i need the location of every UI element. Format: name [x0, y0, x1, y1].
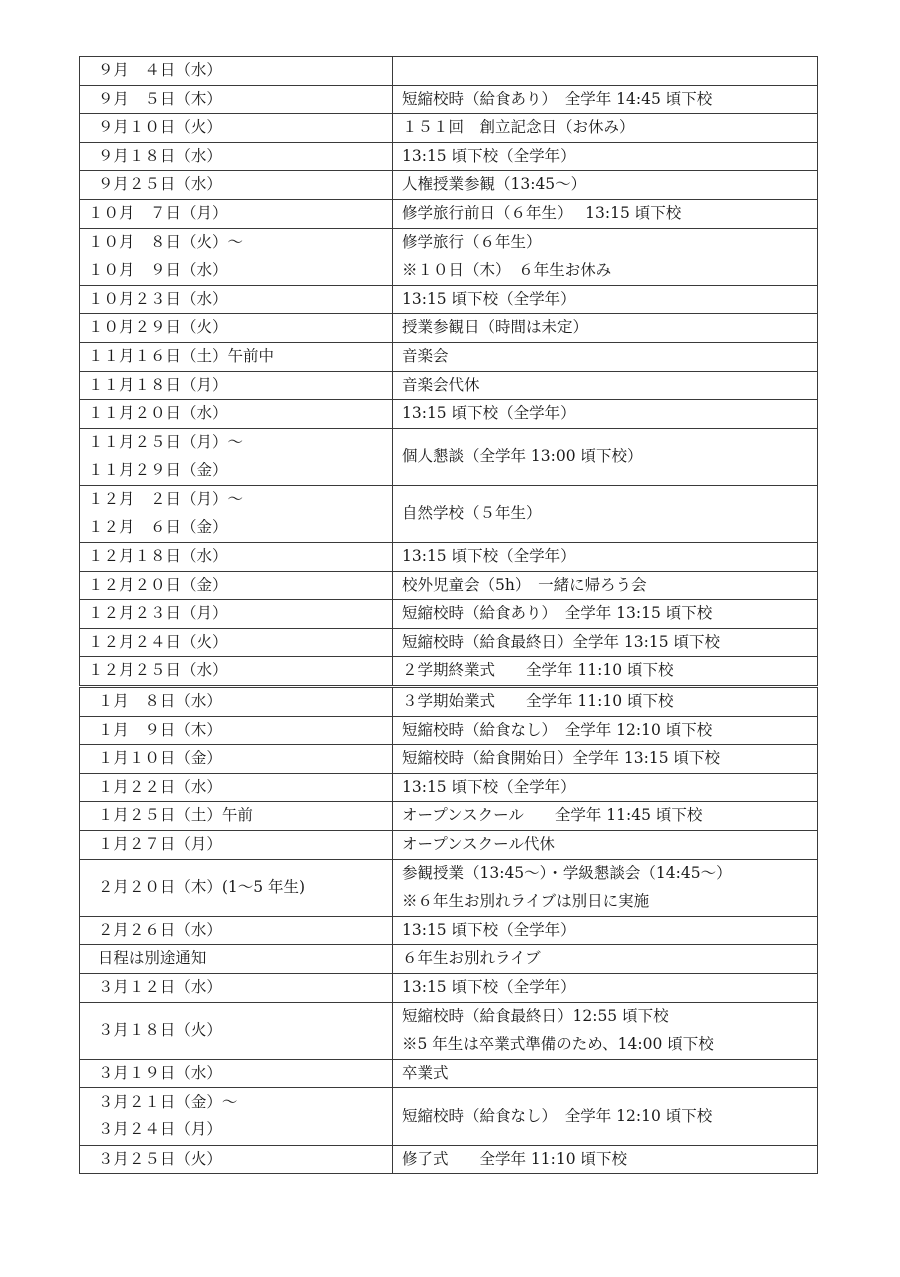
table-row [80, 1002, 818, 1059]
date-cell [80, 85, 393, 114]
event-cell [393, 687, 818, 717]
date-text: １１月２０日（水） [88, 404, 228, 423]
date-text: １月 ９日（木） [88, 720, 222, 739]
date-text: ９月１８日（水） [88, 146, 222, 165]
table-row [80, 199, 818, 228]
table-row [80, 916, 818, 945]
event-cell [393, 371, 818, 400]
date-cell [80, 945, 393, 974]
schedule-body [80, 57, 818, 1174]
table-row [80, 687, 818, 717]
event-text: 参観授業（13:45～）・学級懇談会（14:45～） [402, 864, 732, 883]
event-cell [393, 945, 818, 974]
event-text: ※６年生お別れライブは別日に実施 [402, 891, 650, 910]
event-cell [393, 1002, 818, 1059]
date-text: １２月２３日（月） [88, 604, 228, 623]
event-cell [393, 543, 818, 572]
event-cell [393, 974, 818, 1003]
date-cell [80, 916, 393, 945]
event-text: 短縮校時（給食なし） 全学年 12:10 頃下校 [402, 1106, 713, 1125]
event-text: 13:15 頃下校（全学年） [402, 289, 576, 308]
event-text: 修了式 全学年 11:10 頃下校 [402, 1149, 628, 1168]
date-cell [80, 716, 393, 745]
event-text: ３学期始業式 全学年 11:10 頃下校 [402, 692, 674, 711]
event-text: 13:15 頃下校（全学年） [402, 920, 576, 939]
date-text: １月２７日（月） [88, 835, 222, 854]
date-text: ３月２５日（火） [88, 1149, 222, 1168]
event-cell [393, 314, 818, 343]
date-cell [80, 1002, 393, 1059]
event-cell [393, 1088, 818, 1145]
date-text: １２月 ６日（金） [88, 518, 228, 536]
event-text: 自然学校（５年生） [402, 504, 542, 523]
event-text: ２学期終業式 全学年 11:10 頃下校 [402, 661, 674, 680]
event-text: 短縮校時（給食あり） 全学年 14:45 頃下校 [402, 89, 713, 108]
event-cell [393, 285, 818, 314]
table-row [80, 314, 818, 343]
table-row [80, 1059, 818, 1088]
date-text: ９月 ４日（水） [88, 61, 222, 79]
date-cell [80, 285, 393, 314]
table-row [80, 228, 818, 285]
event-cell [393, 114, 818, 143]
date-text: １１月２５日（月）～ [88, 433, 244, 452]
date-cell [80, 773, 393, 802]
event-text: オープンスクール 全学年 11:45 頃下校 [402, 806, 703, 825]
event-cell [393, 571, 818, 600]
event-text: 音楽会 [402, 346, 449, 365]
table-row [80, 342, 818, 371]
date-cell [80, 485, 393, 542]
date-text: １０月２９日（火） [88, 318, 228, 337]
date-text: １０月２３日（水） [88, 289, 228, 308]
date-text: ９月 ５日（木） [88, 89, 222, 108]
table-row [80, 57, 818, 86]
date-cell [80, 142, 393, 171]
table-row [80, 485, 818, 542]
table-row [80, 945, 818, 974]
date-text: ９月１０日（火） [88, 118, 222, 137]
date-cell [80, 628, 393, 657]
event-text: 13:15 頃下校（全学年） [402, 777, 576, 796]
event-text: ６年生お別れライブ [402, 949, 541, 968]
event-text: 授業参観日（時間は未定） [402, 318, 589, 337]
event-text: 音楽会代休 [402, 375, 480, 394]
date-cell [80, 1088, 393, 1145]
table-row [80, 657, 818, 687]
date-text: １月２５日（土）午前 [88, 806, 253, 825]
table-row [80, 285, 818, 314]
date-text: １１月１６日（土）午前中 [88, 346, 275, 365]
event-text: 13:15 頃下校（全学年） [402, 547, 576, 566]
date-cell [80, 859, 393, 916]
date-text: １２月２０日（金） [88, 575, 228, 594]
event-text: 13:15 頃下校（全学年） [402, 978, 576, 996]
event-cell [393, 142, 818, 171]
date-cell [80, 745, 393, 774]
table-row [80, 171, 818, 200]
date-text: ３月２４日（月） [88, 1120, 222, 1139]
date-cell [80, 571, 393, 600]
table-row [80, 974, 818, 1003]
event-cell [393, 600, 818, 629]
date-cell [80, 1059, 393, 1088]
event-cell [393, 199, 818, 228]
table-row [80, 85, 818, 114]
date-text: １２月１８日（水） [88, 547, 228, 566]
date-cell [80, 600, 393, 629]
event-text: 短縮校時（給食最終日）全学年 13:15 頃下校 [402, 632, 721, 651]
event-cell [393, 1145, 818, 1174]
date-cell [80, 228, 393, 285]
date-cell [80, 171, 393, 200]
date-text: ９月２５日（水） [88, 175, 222, 194]
date-text: １２月 ２日（月）～ [88, 490, 244, 509]
event-cell [393, 628, 818, 657]
event-cell [393, 859, 818, 916]
date-text: 日程は別途通知 [88, 949, 207, 968]
date-text: １月２２日（水） [88, 777, 222, 796]
date-cell [80, 657, 393, 687]
date-text: １１月２９日（金） [88, 460, 228, 479]
date-text: ３月１８日（火） [88, 1020, 222, 1039]
date-cell [80, 57, 393, 86]
date-cell [80, 831, 393, 860]
event-text: 卒業式 [402, 1063, 449, 1082]
event-cell [393, 1059, 818, 1088]
event-text: 短縮校時（給食最終日）12:55 頃下校 [402, 1007, 669, 1026]
event-cell [393, 485, 818, 542]
date-text: １月１０日（金） [88, 749, 222, 768]
event-cell [393, 745, 818, 774]
date-text: １０月 ９日（水） [88, 260, 228, 279]
event-cell [393, 400, 818, 429]
table-row [80, 543, 818, 572]
event-text [402, 57, 817, 85]
date-text: １１月１８日（月） [88, 375, 228, 394]
event-text: 短縮校時（給食なし） 全学年 12:10 頃下校 [402, 720, 713, 739]
table-row [80, 400, 818, 429]
date-cell [80, 974, 393, 1003]
table-row [80, 628, 818, 657]
event-cell [393, 342, 818, 371]
event-text: 個人懇談（全学年 13:00 頃下校） [402, 447, 643, 466]
event-text: ※１０日（木） ６年生お休み [402, 260, 612, 279]
date-text: ３月２１日（金）～ [88, 1092, 238, 1111]
event-text: ※5 年生は卒業式準備のため、14:00 頃下校 [402, 1034, 714, 1053]
date-cell [80, 543, 393, 572]
table-row [80, 859, 818, 916]
table-row [80, 1145, 818, 1174]
table-row [80, 371, 818, 400]
event-cell [393, 802, 818, 831]
event-text: オープンスクール代休 [402, 835, 555, 854]
event-cell [393, 657, 818, 687]
event-text: 人権授業参観（13:45～） [402, 175, 587, 194]
date-cell [80, 428, 393, 485]
event-cell [393, 228, 818, 285]
table-row [80, 114, 818, 143]
event-text: １５１回 創立記念日（お休み） [402, 118, 635, 137]
event-cell [393, 57, 818, 86]
event-text: 短縮校時（給食あり） 全学年 13:15 頃下校 [402, 604, 713, 623]
event-text: 修学旅行（６年生） [402, 233, 542, 252]
event-text: 校外児童会（5h） 一緒に帰ろう会 [402, 575, 647, 594]
table-row [80, 142, 818, 171]
table-row [80, 802, 818, 831]
date-cell [80, 1145, 393, 1174]
date-cell [80, 371, 393, 400]
date-cell [80, 400, 393, 429]
event-text: 修学旅行前日（６年生） 13:15 頃下校 [402, 203, 682, 222]
table-row [80, 773, 818, 802]
event-cell [393, 916, 818, 945]
date-cell [80, 342, 393, 371]
event-cell [393, 716, 818, 745]
date-cell [80, 802, 393, 831]
date-cell [80, 199, 393, 228]
date-text: ３月１９日（水） [88, 1063, 222, 1082]
date-text: １月 ８日（水） [88, 692, 222, 711]
date-cell [80, 687, 393, 717]
event-cell [393, 773, 818, 802]
event-cell [393, 171, 818, 200]
date-text: １２月２４日（火） [88, 632, 228, 651]
table-row [80, 716, 818, 745]
table-row [80, 428, 818, 485]
event-text: 13:15 頃下校（全学年） [402, 404, 576, 423]
date-text: １２月２５日（水） [88, 661, 228, 680]
date-text: ２月２０日（木）(1～5 年生) [88, 877, 306, 896]
event-cell [393, 831, 818, 860]
date-cell [80, 114, 393, 143]
table-row [80, 745, 818, 774]
table-row [80, 600, 818, 629]
event-text: 短縮校時（給食開始日）全学年 13:15 頃下校 [402, 749, 721, 768]
event-text: 13:15 頃下校（全学年） [402, 146, 576, 165]
date-text: １０月 ７日（月） [88, 203, 228, 222]
table-row [80, 1088, 818, 1145]
date-text: １０月 ８日（火）～ [88, 233, 244, 252]
event-cell [393, 428, 818, 485]
table-row [80, 831, 818, 860]
event-cell [393, 85, 818, 114]
table-row [80, 571, 818, 600]
date-cell [80, 314, 393, 343]
date-text: ３月１２日（水） [88, 978, 222, 996]
schedule-table [79, 56, 818, 1174]
date-text: ２月２６日（水） [88, 920, 222, 939]
